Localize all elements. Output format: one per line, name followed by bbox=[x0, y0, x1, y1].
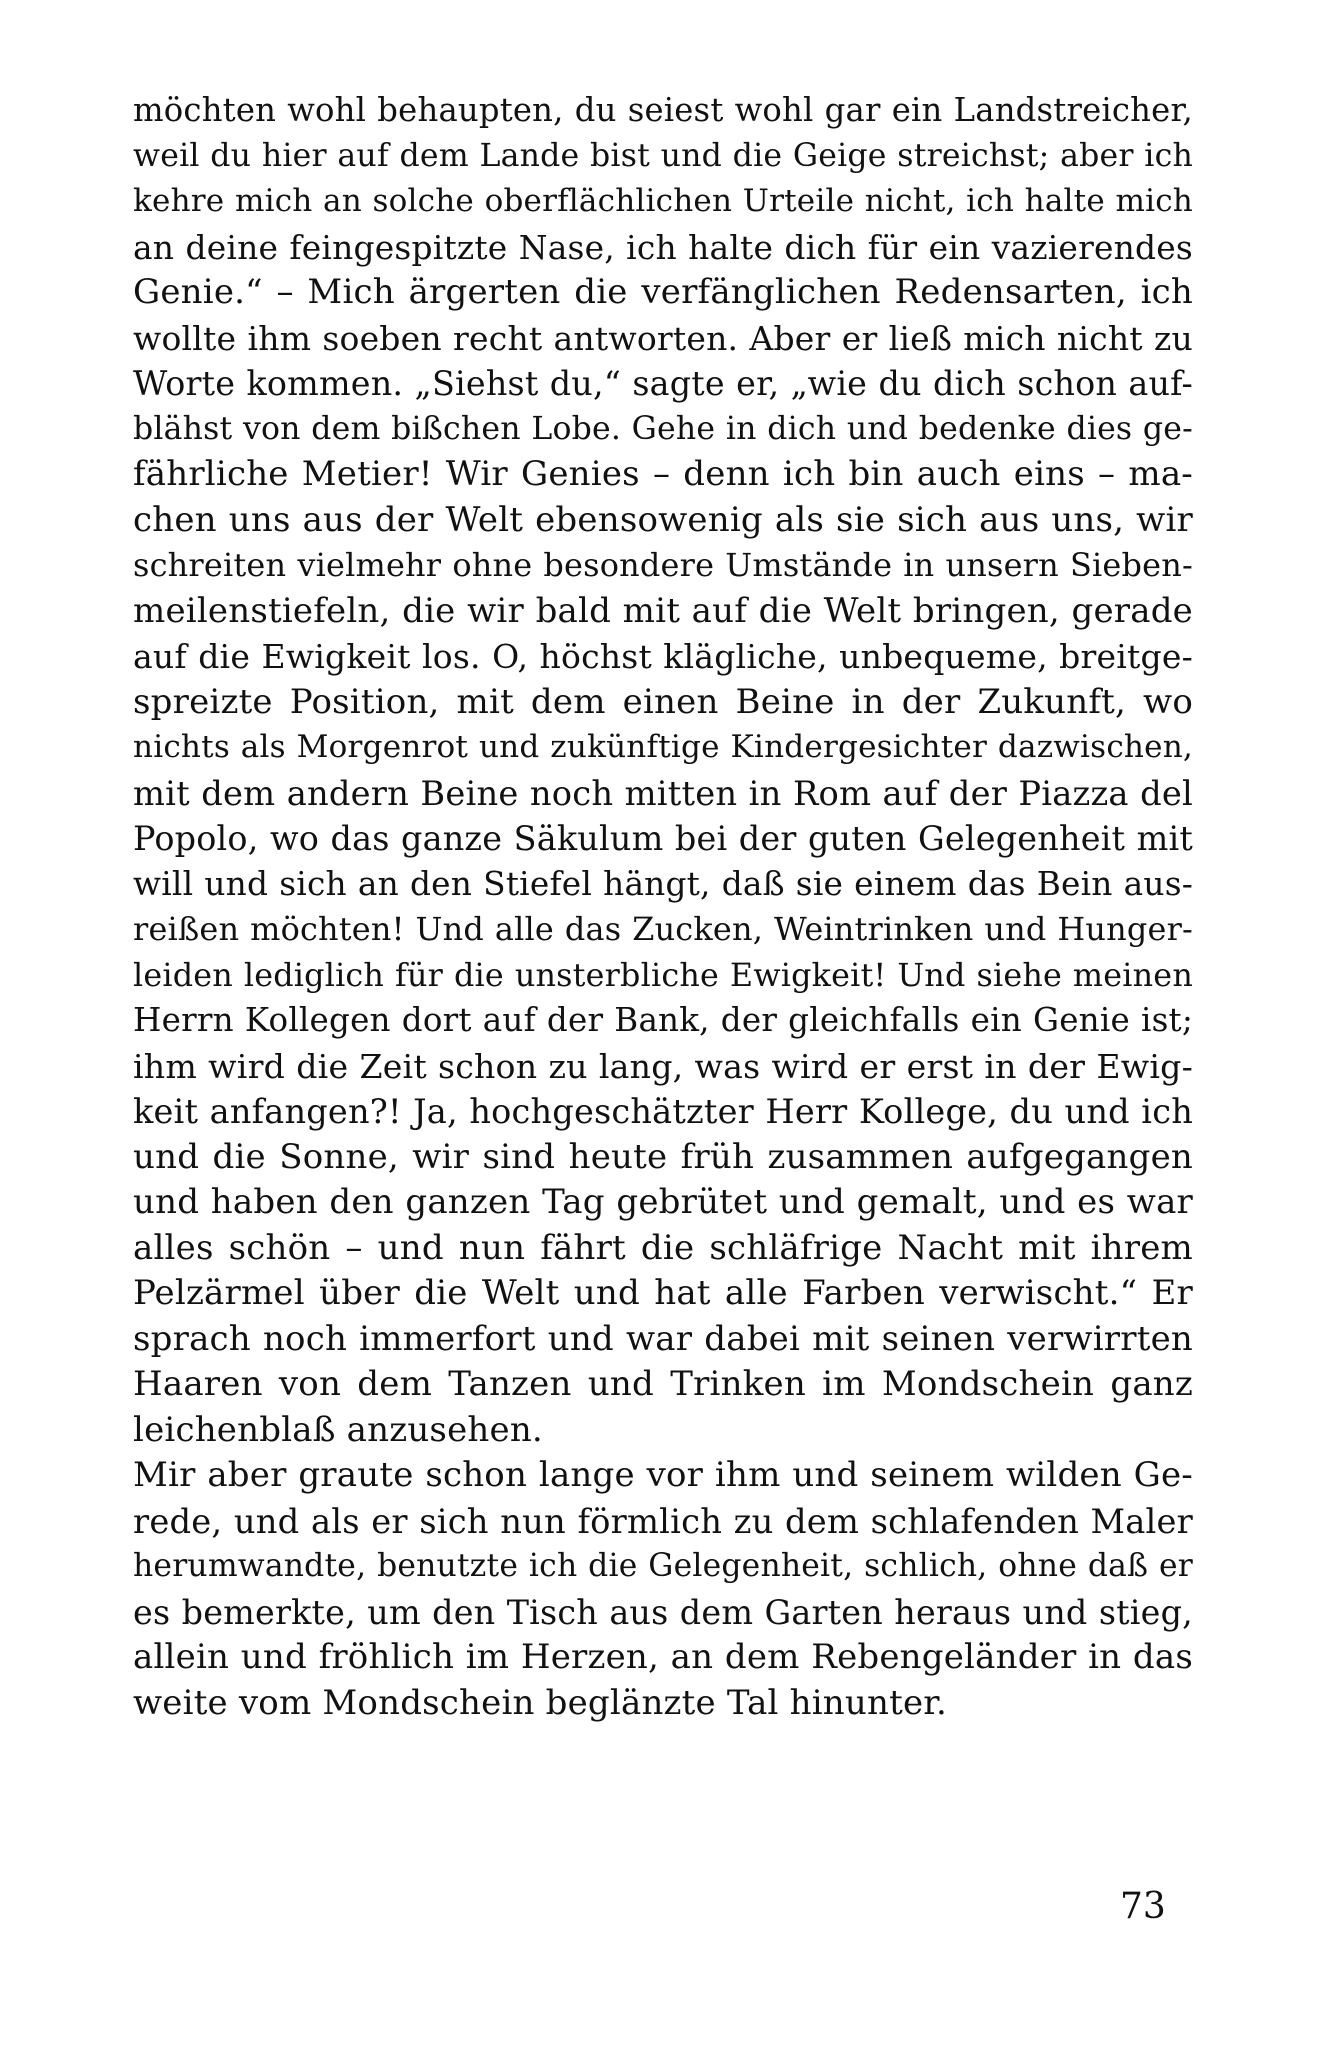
paragraph-2 bbox=[133, 1453, 1193, 1726]
text-line: kehre mich an solche oberflächlichen Urteile nicht, ich halte mich bbox=[133, 183, 1193, 219]
text-line: spreizte Position, mit dem einen Beine in der Zukunft, wo bbox=[133, 681, 1193, 722]
paragraph-1 bbox=[133, 88, 1193, 1453]
text-line: Haaren von dem Tanzen und Trinken im Mondschein ganz bbox=[133, 1364, 1193, 1404]
text-line: blähst von dem bißchen Lobe. Gehe in dich und bedenke dies ge- bbox=[133, 410, 1193, 447]
body-text bbox=[133, 88, 1193, 1726]
text-line: mit dem andern Beine noch mitten in Rom auf der Piazza del bbox=[133, 773, 1193, 813]
page-number: 73 bbox=[1120, 1886, 1166, 1927]
text-line: alles schön – und nun fährt die schläfrige Nacht mit ihrem bbox=[133, 1227, 1193, 1268]
text-line: Pelzärmel über die Welt und hat alle Farben verwischt.“ Er bbox=[133, 1273, 1193, 1313]
text-line: sprach noch immerfort und war dabei mit seinen verwirrten bbox=[133, 1318, 1193, 1359]
text-line: chen uns aus der Welt ebensowenig als sie sich aus uns, wir bbox=[133, 499, 1193, 540]
text-line: leiden lediglich für die unsterbliche Ewigkeit! Und siehe meinen bbox=[133, 956, 1193, 994]
text-line: wollte ihm soeben recht antworten. Aber er ließ mich nicht zu bbox=[133, 318, 1193, 358]
text-line: weil du hier auf dem Lande bist und die Geige streichst; aber ich bbox=[133, 137, 1193, 174]
text-line: schreiten vielmehr ohne besondere Umstände in unsern Sieben- bbox=[133, 546, 1193, 584]
text-line: und die Sonne, wir sind heute früh zusammen aufgegangen bbox=[133, 1136, 1193, 1177]
text-line: Popolo, wo das ganze Säkulum bei der guten Gelegenheit mit bbox=[133, 819, 1193, 858]
text-line: Herrn Kollegen dort auf der Bank, der gleichfalls ein Genie ist; bbox=[133, 1001, 1193, 1039]
text-line: will und sich an den Stiefel hängt, daß sie einem das Bein aus- bbox=[133, 864, 1193, 903]
text-line: ihm wird die Zeit schon zu lang, was wird er erst in der Ewig- bbox=[133, 1046, 1193, 1086]
text-line: an deine feingespitzte Nase, ich halte dich für ein vazierendes bbox=[133, 227, 1193, 267]
text-line: Genie.“ – Mich ärgerten die verfänglichen Redensarten, ich bbox=[133, 272, 1193, 312]
text-line: rede, und als er sich nun förmlich zu dem schlafenden Maler bbox=[133, 1501, 1193, 1541]
text-line: Worte kommen. „Siehst du,“ sagte er, „wie du dich schon auf- bbox=[133, 364, 1193, 403]
text-line: fährliche Metier! Wir Genies – denn ich bin auch eins – ma- bbox=[133, 454, 1193, 494]
text-line: nichts als Morgenrot und zukünftige Kindergesichter dazwischen, bbox=[133, 729, 1193, 765]
text-line: möchten wohl behaupten, du seiest wohl gar ein Landstreicher, bbox=[133, 91, 1193, 129]
text-line: herumwandte, benutzte ich die Gelegenheit, schlich, ohne daß er bbox=[133, 1548, 1193, 1584]
text-line: auf die Ewigkeit los. O, höchst klägliche, unbequeme, breitge- bbox=[133, 637, 1193, 676]
text-line: weite vom Mondschein beglänzte Tal hinunter. bbox=[133, 1682, 948, 1723]
text-line: Mir aber graute schon lange vor ihm und seinem wilden Ge- bbox=[133, 1455, 1193, 1495]
text-line: reißen möchten! Und alle das Zucken, Weintrinken und Hunger- bbox=[133, 910, 1193, 948]
text-line: allein und fröhlich im Herzen, an dem Rebengeländer in das bbox=[133, 1637, 1193, 1677]
text-line: und haben den ganzen Tag gebrütet und gemalt, und es war bbox=[133, 1182, 1193, 1222]
text-line: leichenblaß anzusehen. bbox=[133, 1409, 543, 1450]
text-line: es bemerkte, um den Tisch aus dem Garten heraus und stieg, bbox=[133, 1592, 1193, 1632]
text-line: meilenstiefeln, die wir bald mit auf die Welt bringen, gerade bbox=[133, 590, 1193, 631]
text-line: keit anfangen?! Ja, hochgeschätzter Herr Kollege, du und ich bbox=[133, 1092, 1193, 1131]
